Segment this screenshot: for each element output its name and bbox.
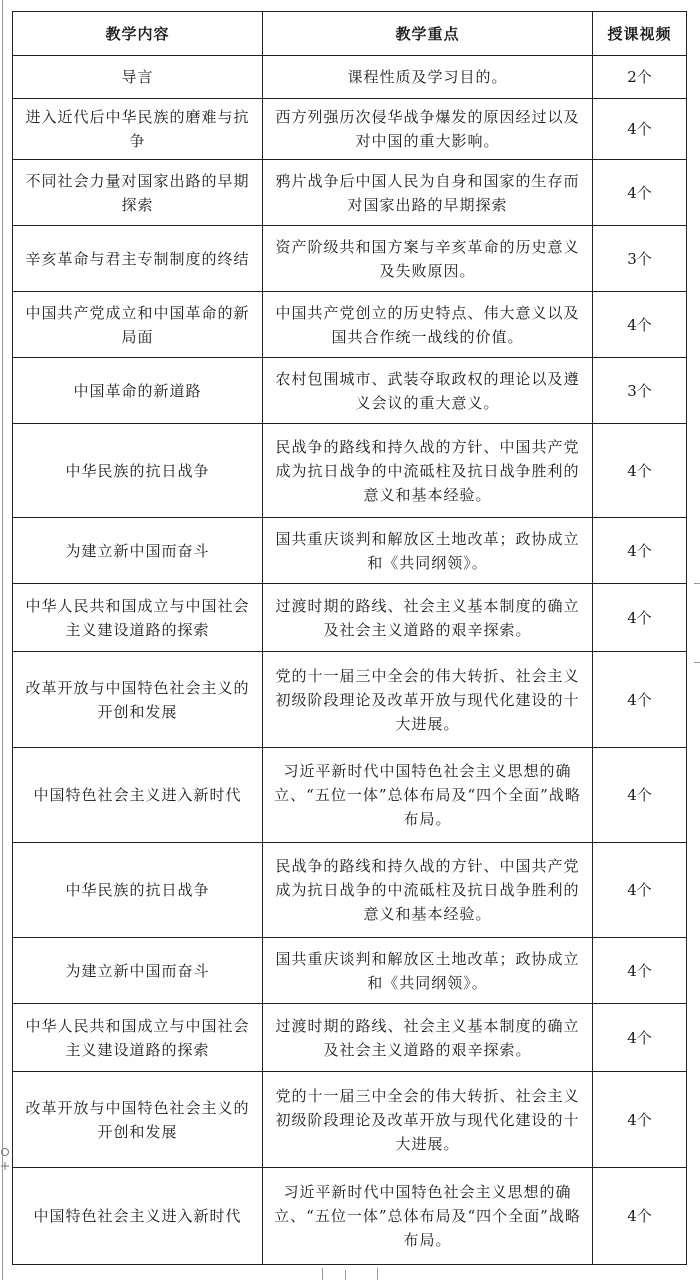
cell-focus: 过渡时期的路线、社会主义基本制度的确立及社会主义道路的艰辛探索。 — [263, 1004, 593, 1072]
table-row — [13, 226, 687, 292]
cell-content: 为建立新中国而奋斗 — [13, 938, 263, 1004]
cell-content: 进入近代后中华民族的磨难与抗争 — [13, 99, 263, 160]
cell-focus: 资产阶级共和国方案与辛亥革命的历史意义及失败原因。 — [263, 226, 593, 292]
bottom-ruler-mark — [322, 1268, 378, 1280]
header-focus: 教学重点 — [263, 12, 593, 56]
table-row — [13, 292, 687, 358]
cell-focus: 习近平新时代中国特色社会主义思想的确立、“五位一体”总体布局及“四个全面”战略布局。 — [263, 1168, 593, 1265]
cell-content: 辛亥革命与君主专制制度的终结 — [13, 226, 263, 292]
table-row — [13, 160, 687, 226]
table-row — [13, 843, 687, 938]
table-row — [13, 56, 687, 99]
cell-videos: 3个 — [593, 226, 687, 292]
table-row — [13, 748, 687, 843]
table-row — [13, 652, 687, 748]
cell-focus: 中国共产党创立的历史特点、伟大意义以及国共合作统一战线的价值。 — [263, 292, 593, 358]
cell-videos: 3个 — [593, 358, 687, 424]
cell-content: 不同社会力量对国家出路的早期探索 — [13, 160, 263, 226]
right-margin-tick — [694, 583, 700, 584]
course-table — [12, 11, 687, 1265]
cell-videos: 4个 — [593, 1004, 687, 1072]
cell-content: 为建立新中国而奋斗 — [13, 518, 263, 584]
cell-focus: 党的十一届三中全会的伟大转折、社会主义初级阶段理论及改革开放与现代化建设的十大进展。 — [263, 1072, 593, 1168]
cell-videos: 4个 — [593, 584, 687, 652]
cell-focus: 西方列强历次侵华战争爆发的原因经过以及对中国的重大影响。 — [263, 99, 593, 160]
right-margin-tick — [694, 662, 700, 663]
table-row — [13, 424, 687, 518]
table-row — [13, 584, 687, 652]
cell-focus: 农村包围城市、武装夺取政权的理论以及遵义会议的重大意义。 — [263, 358, 593, 424]
table-row — [13, 938, 687, 1004]
cell-content: 中华民族的抗日战争 — [13, 843, 263, 938]
header-content: 教学内容 — [13, 12, 263, 56]
cell-content: 改革开放与中国特色社会主义的开创和发展 — [13, 1072, 263, 1168]
cell-focus: 民战争的路线和持久战的方针、中国共产党成为抗日战争的中流砥柱及抗日战争胜利的意义和基本经验。 — [263, 843, 593, 938]
cell-videos: 4个 — [593, 518, 687, 584]
cell-content: 导言 — [13, 56, 263, 99]
cell-videos: 4个 — [593, 160, 687, 226]
table-row — [13, 99, 687, 160]
table-header-row — [13, 12, 687, 56]
cell-videos: 4个 — [593, 938, 687, 1004]
left-margin-rule — [2, 0, 3, 1280]
cell-focus: 习近平新时代中国特色社会主义思想的确立、“五位一体”总体布局及“四个全面”战略布局。 — [263, 748, 593, 843]
cell-content: 中华民族的抗日战争 — [13, 424, 263, 518]
table-row — [13, 1004, 687, 1072]
cell-videos: 4个 — [593, 424, 687, 518]
cell-content: 中国特色社会主义进入新时代 — [13, 748, 263, 843]
cell-videos: 4个 — [593, 1072, 687, 1168]
cell-focus: 国共重庆谈判和解放区土地改革；政协成立和《共同纲领》。 — [263, 518, 593, 584]
cell-content: 中国特色社会主义进入新时代 — [13, 1168, 263, 1265]
cell-content: 中国革命的新道路 — [13, 358, 263, 424]
table-row — [13, 1168, 687, 1265]
cell-content: 中华人民共和国成立与中国社会主义建设道路的探索 — [13, 1004, 263, 1072]
cell-focus: 国共重庆谈判和解放区土地改革；政协成立和《共同纲领》。 — [263, 938, 593, 1004]
cell-focus: 课程性质及学习目的。 — [263, 56, 593, 99]
table-row — [13, 1072, 687, 1168]
cell-focus: 民战争的路线和持久战的方针、中国共产党成为抗日战争的中流砥柱及抗日战争胜利的意义和基本经验。 — [263, 424, 593, 518]
cell-content: 改革开放与中国特色社会主义的开创和发展 — [13, 652, 263, 748]
table-row — [13, 518, 687, 584]
cell-focus: 鸦片战争后中国人民为自身和国家的生存而对国家出路的早期探索 — [263, 160, 593, 226]
header-videos: 授课视频 — [593, 12, 687, 56]
cell-videos: 4个 — [593, 99, 687, 160]
cell-content: 中国共产党成立和中国革命的新局面 — [13, 292, 263, 358]
cell-videos: 4个 — [593, 292, 687, 358]
cell-videos: 4个 — [593, 652, 687, 748]
cell-videos: 2个 — [593, 56, 687, 99]
cell-focus: 党的十一届三中全会的伟大转折、社会主义初级阶段理论及改革开放与现代化建设的十大进展。 — [263, 652, 593, 748]
margin-marker — [0, 1146, 10, 1176]
cell-videos: 4个 — [593, 748, 687, 843]
table-row — [13, 358, 687, 424]
cell-videos: 4个 — [593, 843, 687, 938]
cell-content: 中华人民共和国成立与中国社会主义建设道路的探索 — [13, 584, 263, 652]
cell-focus: 过渡时期的路线、社会主义基本制度的确立及社会主义道路的艰辛探索。 — [263, 584, 593, 652]
cell-videos: 4个 — [593, 1168, 687, 1265]
